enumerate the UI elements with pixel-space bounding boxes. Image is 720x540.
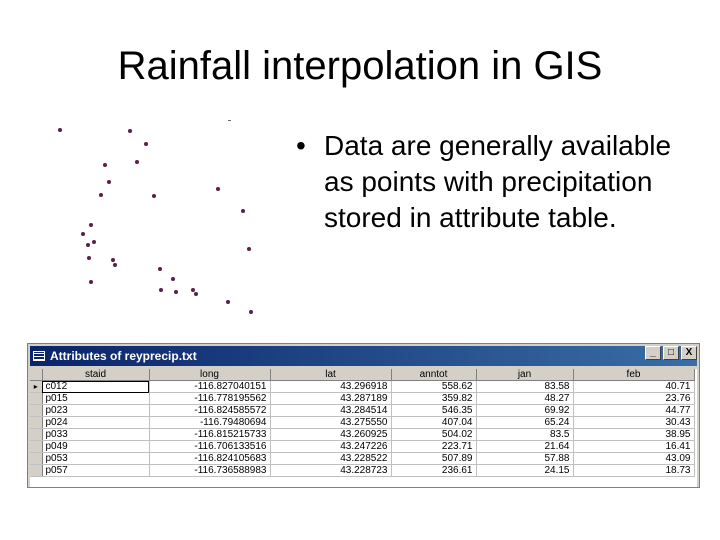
- window-controls: [645, 346, 697, 360]
- table-cell[interactable]: 57.88: [476, 453, 573, 465]
- table-cell[interactable]: 44.77: [573, 405, 694, 417]
- table-cell[interactable]: -116.706133516: [149, 441, 270, 453]
- station-point: [107, 180, 111, 184]
- station-point: [226, 300, 230, 304]
- table-cell[interactable]: 83.5: [476, 429, 573, 441]
- station-point: [111, 258, 115, 262]
- station-point: [247, 247, 251, 251]
- table-cell[interactable]: p053: [42, 453, 149, 465]
- window-titlebar[interactable]: [30, 346, 697, 366]
- station-point: [92, 240, 96, 244]
- station-point: [241, 209, 245, 213]
- table-cell[interactable]: p033: [42, 429, 149, 441]
- attribute-grid[interactable]: [30, 369, 697, 487]
- row-selector[interactable]: [30, 417, 42, 429]
- table-cell[interactable]: 83.58: [476, 381, 573, 393]
- table-cell[interactable]: 24.15: [476, 465, 573, 477]
- table-cell[interactable]: 43.260925: [270, 429, 391, 441]
- row-selector-header[interactable]: [30, 369, 42, 381]
- station-point: [89, 223, 93, 227]
- station-point: [113, 263, 117, 267]
- table-cell[interactable]: 43.287189: [270, 393, 391, 405]
- table-cell[interactable]: 558.62: [391, 381, 476, 393]
- window-title: Attributes of reyprecip.txt: [50, 349, 197, 363]
- table-cell[interactable]: 18.73: [573, 465, 694, 477]
- row-selector[interactable]: [30, 453, 42, 465]
- table-cell[interactable]: p049: [42, 441, 149, 453]
- table-cell[interactable]: -116.778195562: [149, 393, 270, 405]
- station-point: [89, 280, 93, 284]
- table-cell[interactable]: 43.275550: [270, 417, 391, 429]
- table-row[interactable]: [30, 429, 694, 441]
- table-row[interactable]: [30, 381, 694, 393]
- station-point: [249, 310, 253, 314]
- table-cell[interactable]: 359.82: [391, 393, 476, 405]
- attribute-table: [30, 369, 695, 477]
- station-point: [99, 193, 103, 197]
- table-cell[interactable]: 48.27: [476, 393, 573, 405]
- table-cell[interactable]: 223.71: [391, 441, 476, 453]
- table-cell[interactable]: p057: [42, 465, 149, 477]
- column-header-feb[interactable]: feb: [573, 369, 694, 381]
- bullet-list: [296, 128, 696, 236]
- table-cell[interactable]: 43.284514: [270, 405, 391, 417]
- table-cell[interactable]: 23.76: [573, 393, 694, 405]
- row-selector[interactable]: [30, 465, 42, 477]
- station-point: [87, 256, 91, 260]
- table-row[interactable]: [30, 453, 694, 465]
- table-cell[interactable]: 43.228723: [270, 465, 391, 477]
- station-point: [144, 142, 148, 146]
- column-header-long[interactable]: long: [149, 369, 270, 381]
- table-row[interactable]: [30, 465, 694, 477]
- column-header-anntot[interactable]: anntot: [391, 369, 476, 381]
- table-icon: [33, 351, 45, 361]
- table-row[interactable]: [30, 405, 694, 417]
- table-cell[interactable]: 504.02: [391, 429, 476, 441]
- current-row-marker-icon[interactable]: ▸: [30, 381, 42, 393]
- table-cell[interactable]: -116.824105683: [149, 453, 270, 465]
- row-selector[interactable]: [30, 429, 42, 441]
- station-point: [81, 232, 85, 236]
- table-cell[interactable]: 69.92: [476, 405, 573, 417]
- table-cell[interactable]: 546.35: [391, 405, 476, 417]
- table-cell[interactable]: p023: [42, 405, 149, 417]
- close-icon[interactable]: X: [681, 346, 697, 360]
- station-point: [158, 267, 162, 271]
- bullet-item: [296, 128, 696, 236]
- table-cell[interactable]: c012: [42, 381, 149, 393]
- station-point: [171, 277, 175, 281]
- station-point: [128, 129, 132, 133]
- bullet-icon: •: [296, 130, 306, 161]
- row-selector[interactable]: [30, 393, 42, 405]
- header-row: [30, 369, 694, 381]
- station-point: [174, 290, 178, 294]
- station-point: [152, 194, 156, 198]
- bullet-text: Data are generally available as points with precipitation stored in attribute table.: [324, 130, 672, 233]
- minimize-icon[interactable]: _: [645, 346, 661, 360]
- maximize-icon[interactable]: □: [663, 346, 679, 360]
- point-map: [40, 110, 270, 325]
- table-cell[interactable]: 43.247226: [270, 441, 391, 453]
- row-selector[interactable]: [30, 405, 42, 417]
- station-point: [194, 292, 198, 296]
- table-cell[interactable]: p015: [42, 393, 149, 405]
- column-header-staid[interactable]: staid: [42, 369, 149, 381]
- table-cell[interactable]: -116.827040151: [149, 381, 270, 393]
- table-cell[interactable]: -116.736588983: [149, 465, 270, 477]
- table-cell[interactable]: 236.61: [391, 465, 476, 477]
- station-point: [135, 160, 139, 164]
- station-point: [103, 163, 107, 167]
- table-row[interactable]: [30, 393, 694, 405]
- row-selector[interactable]: [30, 441, 42, 453]
- table-cell[interactable]: -116.79480694: [149, 417, 270, 429]
- table-cell[interactable]: 507.89: [391, 453, 476, 465]
- attribute-table-window[interactable]: [27, 343, 700, 488]
- column-header-jan[interactable]: jan: [476, 369, 573, 381]
- table-cell[interactable]: 21.64: [476, 441, 573, 453]
- table-cell[interactable]: 38.95: [573, 429, 694, 441]
- slide-title: Rainfall interpolation in GIS: [117, 44, 603, 88]
- table-cell[interactable]: p024: [42, 417, 149, 429]
- station-point: [216, 187, 220, 191]
- station-point: [86, 243, 90, 247]
- table-cell[interactable]: -116.824585572: [149, 405, 270, 417]
- table-row[interactable]: [30, 441, 694, 453]
- map-tick: [228, 120, 231, 121]
- table-cell[interactable]: 43.228522: [270, 453, 391, 465]
- table-row[interactable]: [30, 417, 694, 429]
- table-cell[interactable]: 43.296918: [270, 381, 391, 393]
- station-point: [58, 128, 62, 132]
- column-header-lat[interactable]: lat: [270, 369, 391, 381]
- table-cell[interactable]: 65.24: [476, 417, 573, 429]
- table-cell[interactable]: 16.41: [573, 441, 694, 453]
- table-cell[interactable]: 30.43: [573, 417, 694, 429]
- table-cell[interactable]: 43.09: [573, 453, 694, 465]
- table-cell[interactable]: -116.815215733: [149, 429, 270, 441]
- table-cell[interactable]: 40.71: [573, 381, 694, 393]
- table-cell[interactable]: 407.04: [391, 417, 476, 429]
- station-point: [159, 288, 163, 292]
